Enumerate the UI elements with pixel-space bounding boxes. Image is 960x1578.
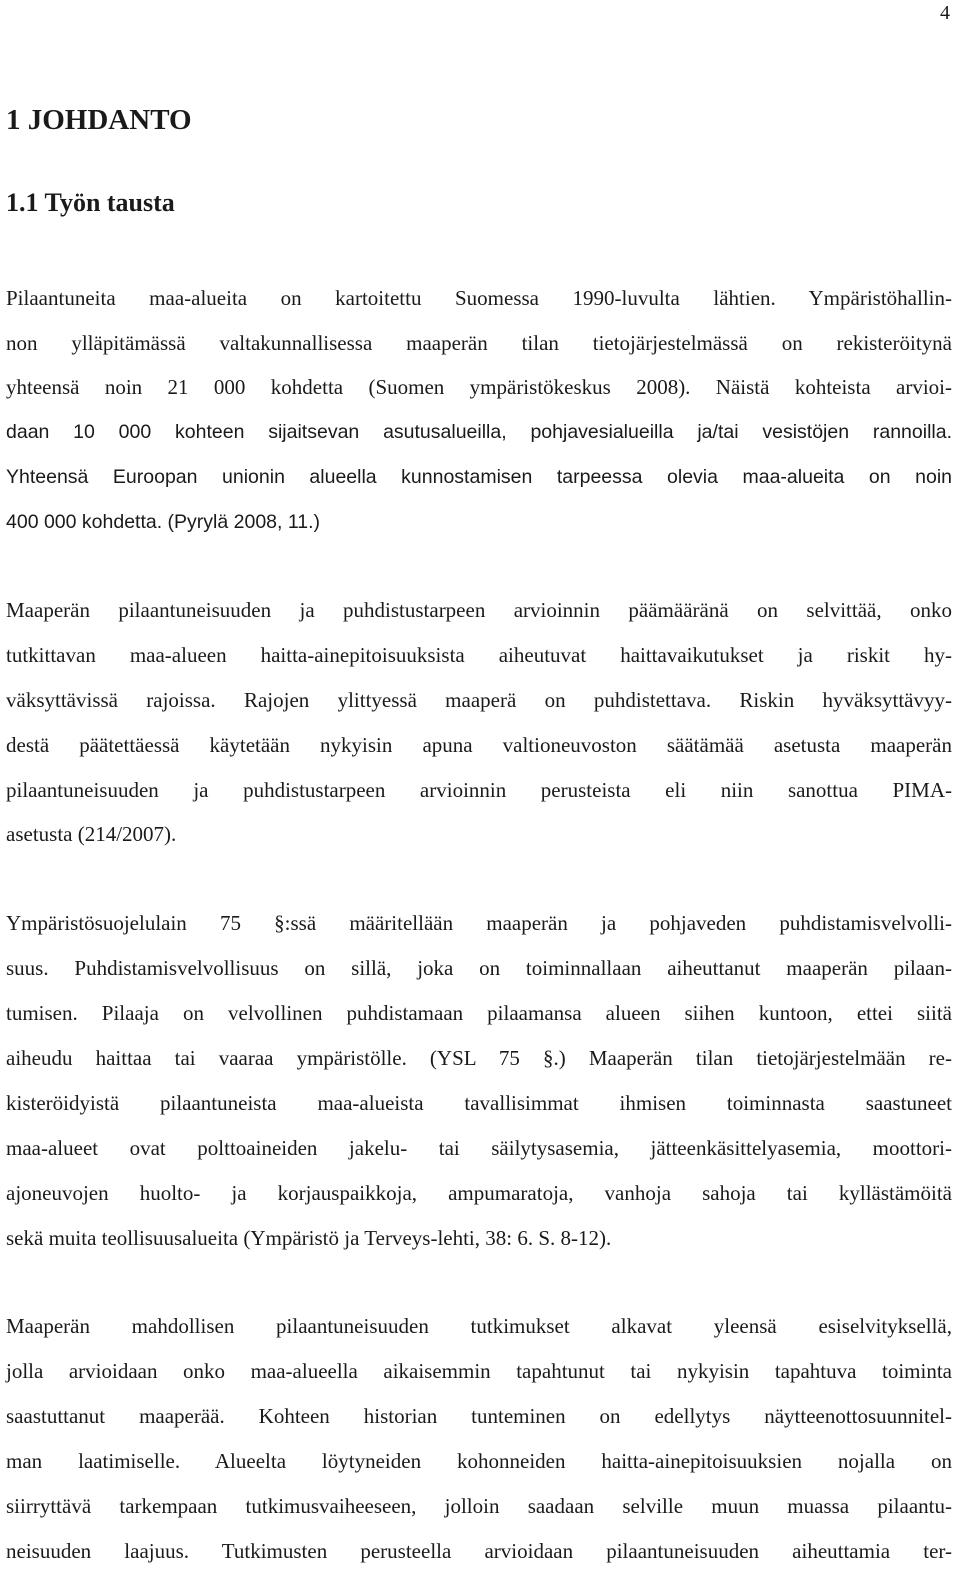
chapter-heading: 1 JOHDANTO [6,104,192,136]
paragraph-line: Ympäristösuojelulain 75 §:ssä määritellään maaperän ja pohjaveden puhdistamisvelvolli- [6,911,952,935]
page-number: 4 [940,2,950,24]
paragraph-line: saastuttanut maaperää. Kohteen historian tunteminen on edellytys näytteenottosuunnitel- [6,1404,952,1428]
paragraph-line: non ylläpitämässä valtakunnallisessa maaperän tilan tietojärjestelmässä on rekisteröitynä [6,331,952,355]
paragraph-line: Maaperän pilaantuneisuuden ja puhdistustarpeen arvioinnin päämääränä on selvittää, onko [6,598,952,622]
paragraph-line: kisteröidyistä pilaantuneista maa-alueista tavallisimmat ihmisen toiminnasta saastuneet [6,1091,952,1115]
paragraph-line: destä päätettäessä käytetään nykyisin apuna valtioneuvoston säätämää asetusta maaperän [6,733,952,757]
paragraph-line: tutkittavan maa-alueen haitta-ainepitoisuuksista aiheutuvat haittavaikutukset ja riskit hy- [6,643,952,667]
paragraph-line: Pilaantuneita maa-alueita on kartoitettu Suomessa 1990-luvulta lähtien. Ympäristöhallin- [6,286,952,310]
paragraph-line: ajoneuvojen huolto- ja korjauspaikkoja, ampumaratoja, vanhoja sahoja tai kyllästämöitä [6,1181,952,1205]
paragraph-line: tumisen. Pilaaja on velvollinen puhdistamaan pilaamansa alueen siihen kuntoon, ettei siitä [6,1001,952,1025]
paragraph-line: siirryttävä tarkempaan tutkimusvaiheeseen, jolloin saadaan selville muun muassa pilaantu- [6,1494,952,1518]
paragraph-line: aiheudu haittaa tai vaaraa ympäristölle. (YSL 75 §.) Maaperän tilan tietojärjestelmään re- [6,1046,952,1070]
paragraph-line: Maaperän mahdollisen pilaantuneisuuden tutkimukset alkavat yleensä esiselvityksellä, [6,1314,952,1338]
paragraph-line: pilaantuneisuuden ja puhdistustarpeen arvioinnin perusteista eli niin sanottua PIMA- [6,778,952,802]
paragraph-line: neisuuden laajuus. Tutkimusten perusteella arvioidaan pilaantuneisuuden aiheuttamia ter- [6,1539,952,1563]
paragraph-line: Yhteensä Euroopan unionin alueella kunnostamisen tarpeessa olevia maa-alueita on noin [6,466,952,488]
paragraph-line: maa-alueet ovat polttoaineiden jakelu- tai säilytysasemia, jätteenkäsittelyasemia, moottori- [6,1136,952,1160]
paragraph-line: 400 000 kohdetta. (Pyrylä 2008, 11.) [6,511,321,533]
paragraph-line: yhteensä noin 21 000 kohdetta (Suomen ympäristökeskus 2008). Näistä kohteista arvioi- [6,375,952,399]
paragraph-line: daan 10 000 kohteen sijaitsevan asutusalueilla, pohjavesialueilla ja/tai vesistöjen rannoilla. [6,421,952,443]
paragraph-line: asetusta (214/2007). [6,822,177,846]
paragraph-line: sekä muita teollisuusalueita (Ympäristö ja Terveys-lehti, 38: 6. S. 8-12). [6,1226,612,1250]
paragraph-line: jolla arvioidaan onko maa-alueella aikaisemmin tapahtunut tai nykyisin tapahtuva toiminta [6,1359,952,1383]
paragraph-line: suus. Puhdistamisvelvollisuus on sillä, joka on toiminnallaan aiheuttanut maaperän pilaan- [6,956,952,980]
paragraph-line: väksyttävissä rajoissa. Rajojen ylittyessä maaperä on puhdistettava. Riskin hyväksyttävyy- [6,688,952,712]
paragraph-line: man laatimiselle. Alueelta löytyneiden kohonneiden haitta-ainepitoisuuksien nojalla on [6,1449,952,1473]
section-heading: 1.1 Työn tausta [6,188,175,217]
